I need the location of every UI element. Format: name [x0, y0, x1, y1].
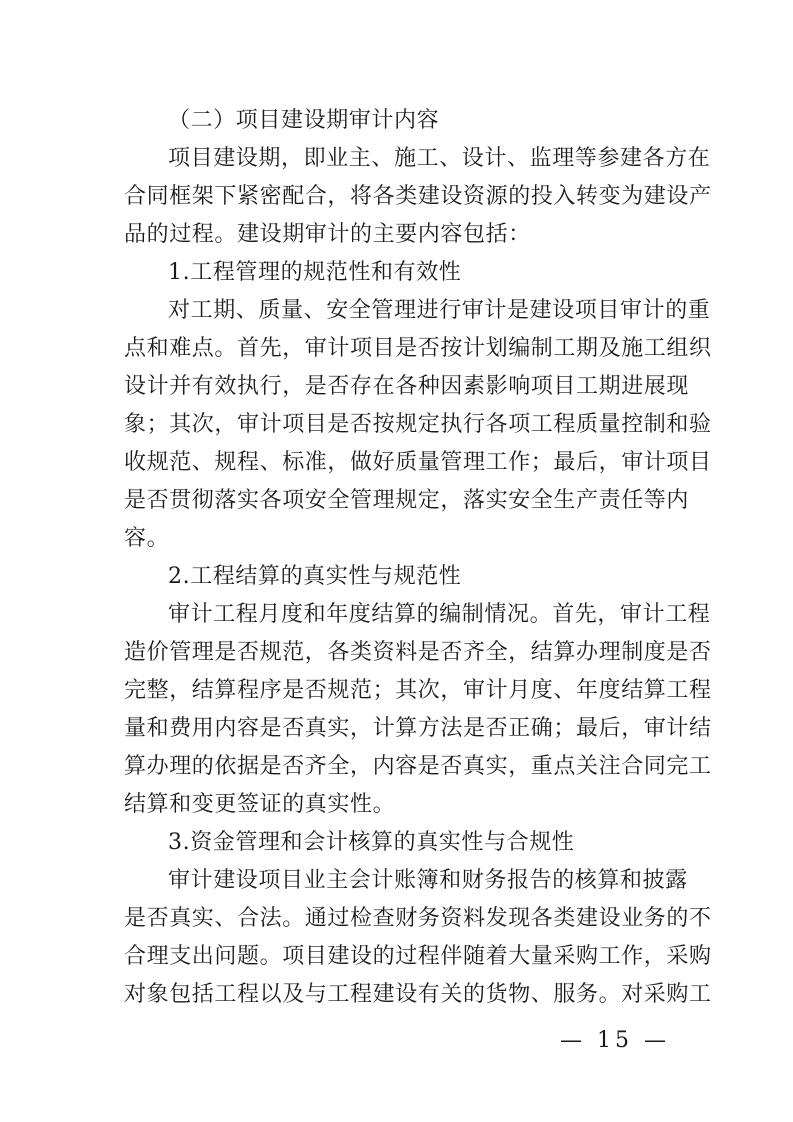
paragraph-line: 合同框架下紧密配合，将各类建设资源的投入转变为建设产 — [124, 184, 712, 209]
paragraph-line: 对象包括工程以及与工程建设有关的货物、服务。对采购工 — [124, 982, 712, 1007]
paragraph-line: 审计工程月度和年度结算的编制情况。首先，审计工程 — [168, 602, 711, 627]
paragraph-line: 收规范、规程、标准，做好质量管理工作；最后，审计项目 — [124, 450, 712, 475]
paragraph-line: 量和费用内容是否真实，计算方法是否正确；最后，审计结 — [124, 716, 712, 741]
paragraph-line: 是否贯彻落实各项安全管理规定，落实安全生产责任等内 — [124, 488, 690, 513]
section-heading: （二）项目建设期审计内容 — [168, 108, 440, 133]
document-body — [124, 102, 712, 1014]
paragraph-line: 项目建设期，即业主、施工、设计、监理等参建各方在 — [168, 146, 711, 171]
subsection-heading: 2.工程结算的真实性与规范性 — [168, 564, 462, 589]
paragraph-line: 象；其次，审计项目是否按规定执行各项工程质量控制和验 — [124, 412, 712, 437]
subsection-heading: 1.工程管理的规范性和有效性 — [168, 260, 462, 285]
paragraph-line: 审计建设项目业主会计账簿和财务报告的核算和披露 — [168, 868, 688, 893]
paragraph-line: 容。 — [124, 526, 170, 551]
subsection-heading: 3.资金管理和会计核算的真实性与合规性 — [168, 830, 575, 855]
paragraph-line: 结算和变更签证的真实性。 — [124, 792, 396, 817]
paragraph-line: 是否真实、合法。通过检查财务资料发现各类建设业务的不 — [124, 906, 712, 931]
paragraph-line: 点和难点。首先，审计项目是否按计划编制工期及施工组织 — [124, 336, 712, 361]
page-number: — 15 — — [560, 1028, 670, 1053]
paragraph-line: 完整，结算程序是否规范；其次，审计月度、年度结算工程 — [124, 678, 712, 703]
paragraph-line: 造价管理是否规范，各类资料是否齐全，结算办理制度是否 — [124, 640, 712, 665]
paragraph-line: 品的过程。建设期审计的主要内容包括： — [124, 222, 531, 247]
paragraph-line: 设计并有效执行，是否存在各种因素影响项目工期进展现 — [124, 374, 690, 399]
paragraph-line: 算办理的依据是否齐全，内容是否真实，重点关注合同完工 — [124, 754, 712, 779]
paragraph-line: 对工期、质量、安全管理进行审计是建设项目审计的重 — [168, 298, 711, 323]
paragraph-line: 合理支出问题。项目建设的过程伴随着大量采购工作，采购 — [124, 944, 712, 969]
